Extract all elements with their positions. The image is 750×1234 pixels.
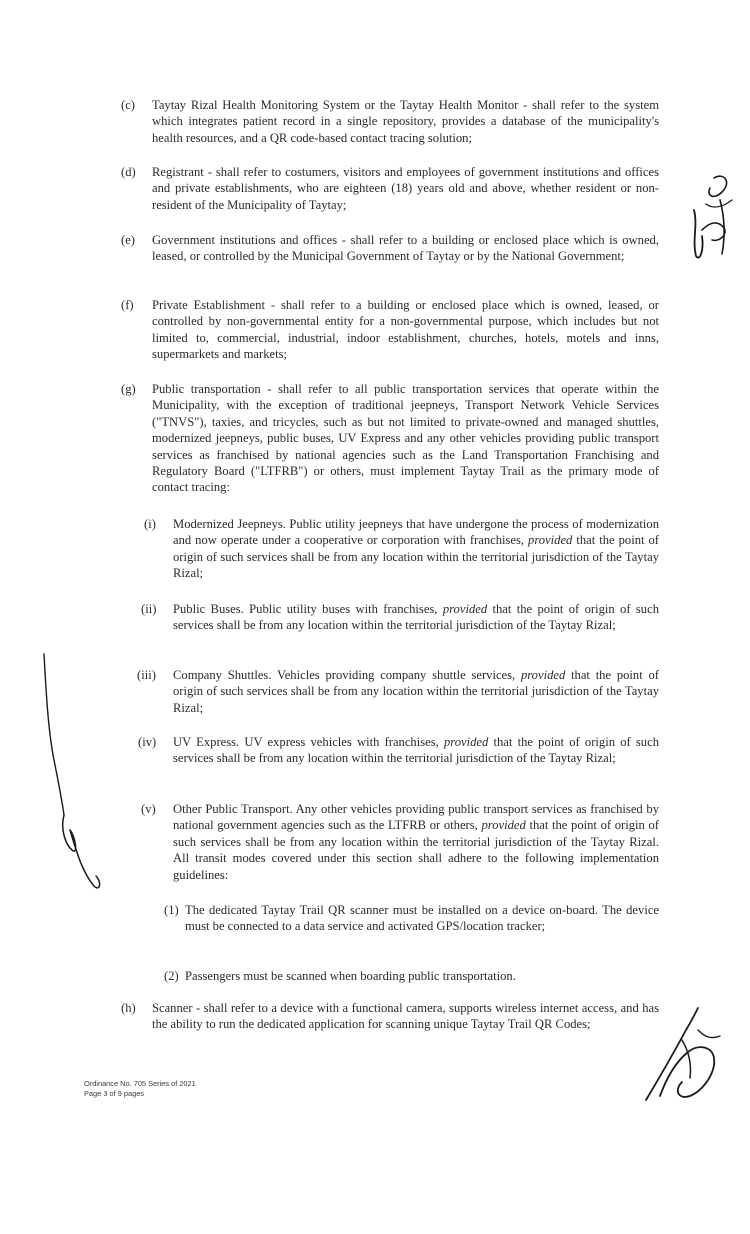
definition-private-establishment: Private Establishment - shall refer to a building or enclosed place which is owned, leased, or controlled by non-governmental entity for a non-governmental purpose, which includes but not limited to, commercial, industrial, indoor establishment, churches, hotels, motels and inns, supermarkets and markets;: [152, 298, 659, 362]
page-number: Page 3 of 9 pages: [84, 1088, 144, 1098]
subitem-label-iii: (iii): [137, 668, 156, 682]
item-label-e: (e): [121, 233, 135, 247]
item-label-h: (h): [121, 1001, 136, 1015]
subitem-label-iv: (iv): [138, 735, 157, 749]
definition-public-transportation: Public transportation - shall refer to all public transportation services that operate within the Municipality, with the exception of traditional jeepneys, Transport Network Vehicle Services ("TNVS"), taxies, and tricycles, such as but not limited to private-owned and managed shuttles, modernized jeepneys, public buses, UV Express and any other vehicles providing public transport services as franchised by national agencies such as the Land Transportation Franchising and Regulatory Board ("LTFRB") or others, must implement Taytay Trail as the primary mode of contact tracing:: [152, 382, 659, 495]
item-label-c: (c): [121, 98, 135, 112]
guideline-passenger-scan: Passengers must be scanned when boarding public transportation.: [185, 969, 516, 983]
ordinance-number: Ordinance No. 705 Series of 2021: [84, 1079, 196, 1088]
subitem-public-buses: Public Buses. Public utility buses with franchises, provided that the point of origin of such services shall be from any location within the territorial jurisdiction of the Taytay Rizal;: [173, 602, 659, 633]
margin-vertical-signature: [36, 650, 116, 900]
subitem-modernized-jeepneys: Modernized Jeepneys. Public utility jeepneys that have undergone the process of modernization and now operate under a cooperative or corporation with franchises, provided that the point of origin of such services shall be from any location within the territorial jurisdiction of the Taytay Rizal;: [173, 517, 659, 581]
subitem-other-public-transport: Other Public Transport. Any other vehicles providing public transport services as franchised by national government agencies such as the LTFRB or others, provided that the point of origin of such services shall be from any location within the territorial jurisdiction of the Taytay Rizal. All transit modes covered under this section shall adhere to the following implementation guidelines:: [173, 802, 659, 882]
subitem-company-shuttles: Company Shuttles. Vehicles providing company shuttle services, provided that the point of origin of such services shall be from any location within the territorial jurisdiction of the Taytay Rizal;: [173, 668, 659, 715]
subitem-uv-express: UV Express. UV express vehicles with franchises, provided that the point of origin of such services shall be from any location within the territorial jurisdiction of the Taytay Rizal;: [173, 735, 659, 766]
margin-initials-signature: [684, 170, 740, 270]
item-label-f: (f): [121, 298, 134, 312]
definition-registrant: Registrant - shall refer to costumers, visitors and employees of government institutions and offices and private establishments, who are eighteen (18) years old and above, whether resident or non-resident of the Municipality of Taytay;: [152, 165, 659, 212]
guideline-label-2: (2): [164, 969, 179, 983]
page-footer: [84, 1079, 196, 1099]
subitem-label-i: (i): [144, 517, 156, 531]
definition-scanner: Scanner - shall refer to a device with a functional camera, supports wireless internet access, and has the ability to run the dedicated application for scanning unique Taytay Trail QR Codes;: [152, 1001, 659, 1032]
definition-health-monitor: Taytay Rizal Health Monitoring System or the Taytay Health Monitor - shall refer to the system which integrates patient record in a single repository, provides a database of the municipality's health resources, and a QR code-based contact tracing solution;: [152, 98, 659, 145]
item-label-g: (g): [121, 382, 136, 396]
subitem-label-v: (v): [141, 802, 156, 816]
subitem-label-ii: (ii): [141, 602, 157, 616]
item-label-d: (d): [121, 165, 136, 179]
guideline-qr-scanner: The dedicated Taytay Trail QR scanner must be installed on a device on-board. The device must be connected to a data service and activated GPS/location tracker;: [185, 903, 659, 934]
bottom-right-signature: [638, 1000, 728, 1110]
guideline-label-1: (1): [164, 903, 179, 917]
definition-government-institutions: Government institutions and offices - shall refer to a building or enclosed place which is owned, leased, or controlled by the Municipal Government of Taytay or by the National Government;: [152, 233, 659, 264]
